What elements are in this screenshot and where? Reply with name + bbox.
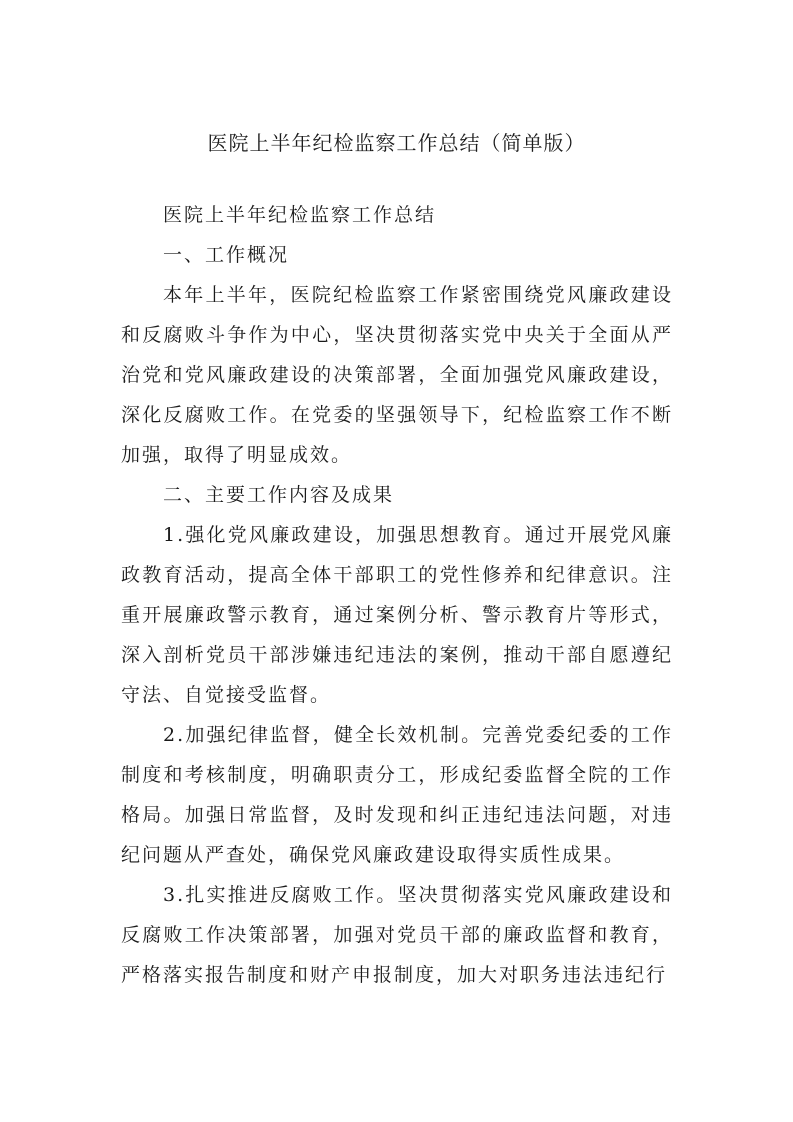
paragraph-subtitle: 医院上半年纪检监察工作总结 xyxy=(163,204,437,226)
paragraph-item-1: 1.强化党风廉政建设，加强思想教育。通过开展党风廉政教育活动，提高全体干部职工的党性修养和纪律意识。注重开展廉政警示教育，通过案例分析、警示教育片等形式，深入剖析党员干部涉嫌违纪违法的案例，推动干部自愿遵纪守法、自觉接受监督。 xyxy=(121,524,673,706)
paragraph-item-2: 2.加强纪律监督，健全长效机制。完善党委纪委的工作制度和考核制度，明确职责分工，形成纪委监督全院的工作格局。加强日常监督，及时发现和纠正违纪违法问题，对违纪问题从严查处，确保党风廉政建设取得实质性成果。 xyxy=(121,724,673,866)
document-title: 医院上半年纪检监察工作总结（简单版） xyxy=(207,131,586,155)
paragraph-heading-main-work: 二、主要工作内容及成果 xyxy=(163,484,395,506)
paragraph-heading-overview: 一、工作概况 xyxy=(163,244,290,266)
paragraph-overview: 本年上半年，医院纪检监察工作紧密围绕党风廉政建设和反腐败斗争作为中心，坚决贯彻落实党中央关于全面从严治党和党风廉政建设的决策部署，全面加强党风廉政建设，深化反腐败工作。在党委的坚强领导下，纪检监察工作不断加强，取得了明显成效。 xyxy=(121,284,673,466)
document-body xyxy=(121,195,673,995)
paragraph-item-3: 3.扎实推进反腐败工作。坚决贯彻落实党风廉政建设和反腐败工作决策部署，加强对党员干部的廉政监督和教育，严格落实报告制度和财产申报制度，加大对职务违法违纪行 xyxy=(121,884,673,986)
